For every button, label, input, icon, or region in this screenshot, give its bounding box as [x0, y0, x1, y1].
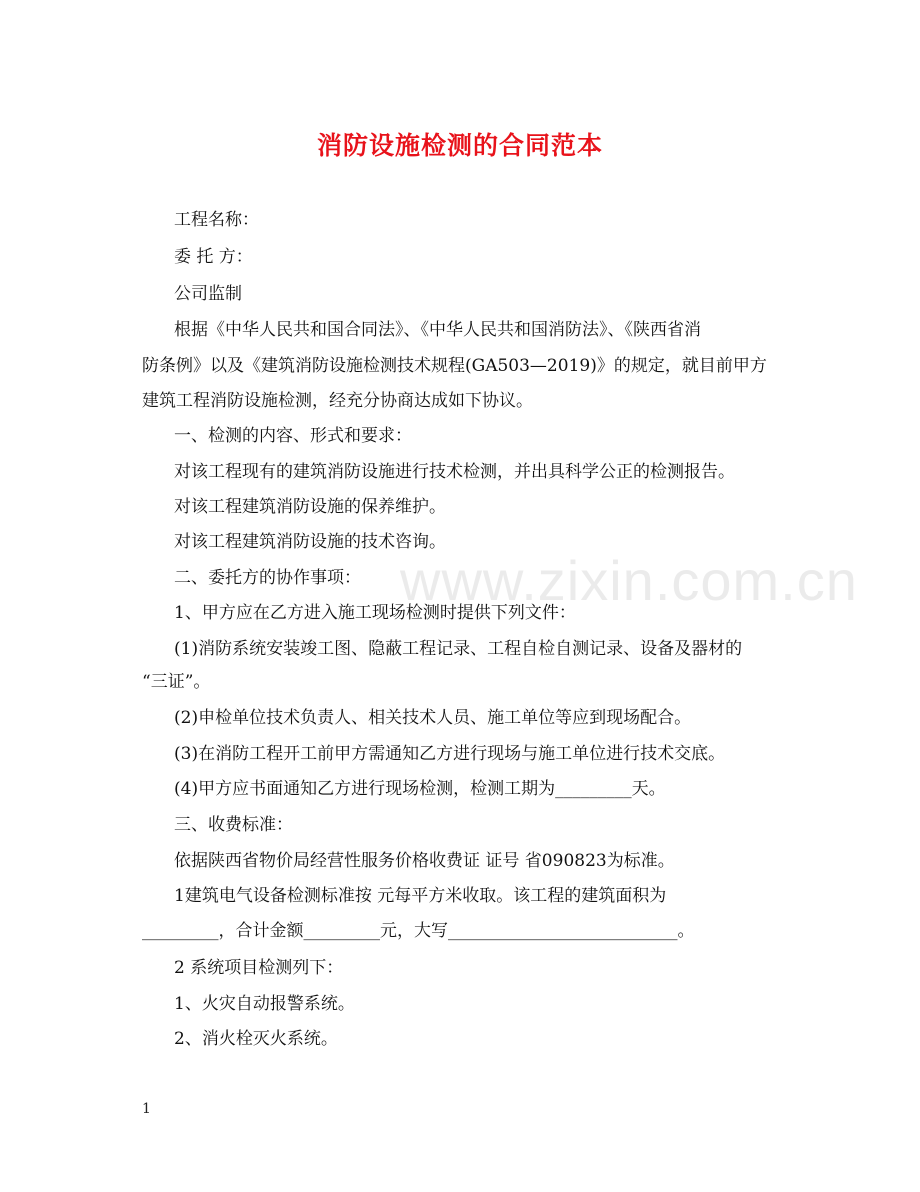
- section-heading-1: 一、检测的内容、形式和要求：: [174, 426, 412, 446]
- section-3-item-1: 依据陕西省物价局经营性服务价格收费证 证号 省090823为标准。: [174, 851, 675, 871]
- project-name-label: 工程名称：: [174, 210, 259, 230]
- section-3-item-2-line-1: 1建筑电气设备检测标准按 元每平方米收取。该工程的建筑面积为: [174, 886, 667, 906]
- section-3-item-3: 2 系统项目检测列下：: [174, 958, 344, 978]
- section-2-sub-1-line-1: (1)消防系统安装竣工图、隐蔽工程记录、工程自检自测记录、设备及器材的: [174, 639, 743, 659]
- section-2-sub-2: (2)申检单位技术负责人、相关技术人员、施工单位等应到现场配合。: [174, 708, 692, 728]
- preamble-line-3: 建筑工程消防设施检测，经充分协商达成如下协议。: [142, 391, 533, 411]
- section-1-item-3: 对该工程建筑消防设施的技术咨询。: [174, 532, 446, 552]
- preamble-line-1: 根据《中华人民共和国合同法》、《中华人民共和国消防法》、《陕西省消: [174, 320, 701, 340]
- section-1-item-2: 对该工程建筑消防设施的保养维护。: [174, 497, 446, 517]
- system-item-2: 2、消火栓灭火系统。: [174, 1029, 338, 1049]
- section-2-sub-3: (3)在消防工程开工前甲方需通知乙方进行现场与施工单位进行技术交底。: [174, 744, 726, 764]
- watermark-text: www.zixin.com.cn: [400, 549, 858, 612]
- section-3-item-2-line-2: _________，合计金额_________元，大写___________________________。: [142, 921, 695, 941]
- section-2-sub-1-line-2: “三证”。: [142, 672, 211, 692]
- document-title: 消防设施检测的合同范本: [316, 131, 603, 160]
- section-2-sub-4: (4)甲方应书面通知乙方进行现场检测，检测工期为_________天。: [174, 779, 666, 799]
- client-label: 委 托 方：: [174, 247, 253, 267]
- section-heading-2: 二、委托方的协作事项：: [174, 568, 361, 588]
- supervision-label: 公司监制: [174, 284, 242, 304]
- section-1-item-1: 对该工程现有的建筑消防设施进行技术检测，并出具科学公正的检测报告。: [174, 462, 735, 482]
- preamble-line-2: 防条例》以及《建筑消防设施检测技术规程(GA503—2019)》的规定，就目前甲方: [142, 356, 767, 376]
- section-heading-3: 三、收费标准：: [174, 815, 293, 835]
- section-2-item-1: 1、甲方应在乙方进入施工现场检测时提供下列文件：: [174, 603, 576, 623]
- page-number: 1: [142, 1101, 151, 1117]
- system-item-1: 1、火灾自动报警系统。: [174, 994, 355, 1014]
